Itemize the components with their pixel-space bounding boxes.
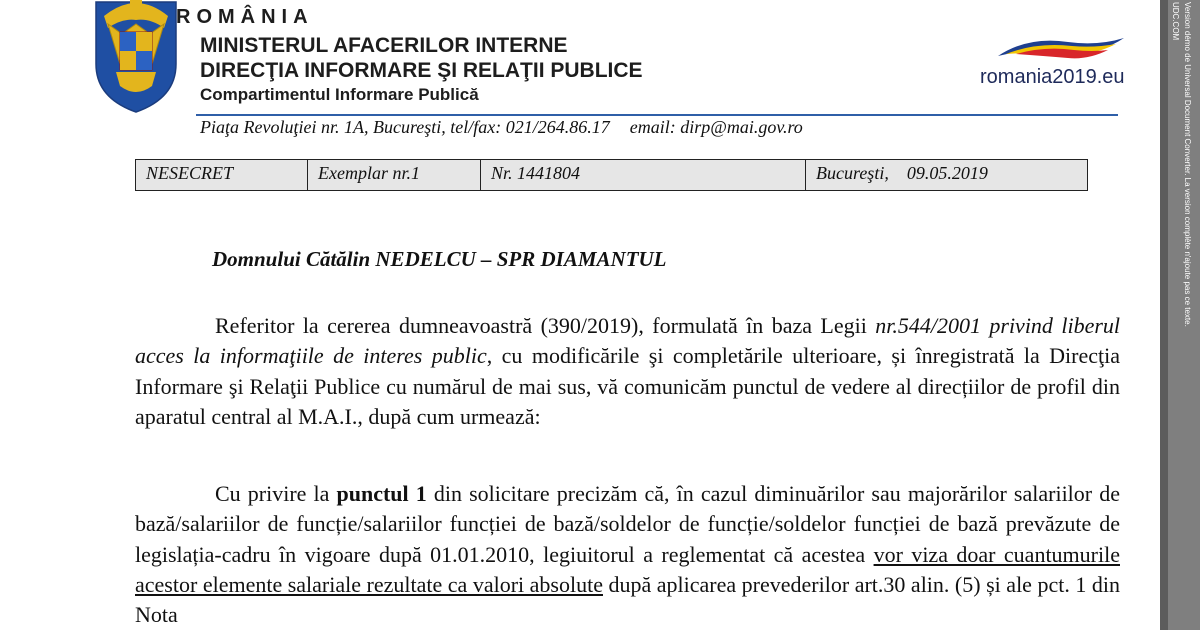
strip-bar [1160, 0, 1168, 630]
copy-number: Exemplar nr.1 [318, 163, 420, 183]
classification-cell [136, 160, 308, 190]
p2-text-c: după aplicarea prevederilor art.30 alin. (5) și ale pct. 1 din Nota [135, 571, 1120, 628]
p1-text-a: Referitor la cererea dumneavoastră (390/2019), formulată în baza Legii [215, 313, 876, 338]
p2-text-b: din solicitare precizăm că, în cazul diminuărilor sau majorărilor salariilor de bază/salariilor de funcție/salariilor funcției de bază/soldelor de funcție/soldelor funcției de bază prevăzute de legislația-cadru în vigoare după 01.01.2010, legiuitorul a reglementat că acestea [135, 481, 1120, 567]
city: Bucureşti, [816, 163, 889, 183]
watermark-text-secondary: UDC.COM [1171, 2, 1180, 41]
country-name: ROMÂNIA [176, 6, 314, 28]
address-text: Piaţa Revoluţiei nr. 1A, Bucureşti, tel/fax: 021/264.86.17 [200, 117, 610, 137]
p2-bold-point: punctul 1 [336, 481, 427, 506]
watermark-strip [1160, 0, 1200, 630]
registration-number: Nr. 1441804 [491, 163, 581, 183]
p2-text-a: Cu privire la [215, 481, 337, 506]
paragraph-1 [135, 311, 1120, 432]
p1-law-reference: nr.544/2001 privind liberul acces la informaţiile de interes public [135, 313, 1121, 369]
watermark-text: Version démo de Universal Document Converter. La version complète n'ajoute pas ce texte. [1183, 2, 1192, 327]
copy-cell [308, 160, 481, 190]
p1-text-b: , cu modificările şi completările ulterioare, și înregistrată la Direcţia Informare şi Relaţii Publice cu numărul de mai sus, vă comunicăm punctul de vedere al direcțiilor de profil din aparatul central al M.A.I., după cum urmează: [135, 343, 1121, 429]
paragraph-2 [135, 479, 1120, 630]
document-metadata-table [135, 159, 1088, 191]
coat-of-arms-icon [90, 0, 182, 114]
p2-underlined-text: vor viza doar cuantumurile acestor elemente salariale rezultate ca valori absolute [135, 541, 1120, 597]
date: 09.05.2019 [906, 163, 988, 183]
registration-cell [481, 160, 806, 190]
address-line [200, 117, 803, 138]
email-text: email: dirp@mai.gov.ro [629, 117, 803, 137]
compartment-name: Compartimentul Informare Publică [200, 85, 479, 104]
ministry-name: MINISTERUL AFACERILOR INTERNE [200, 34, 568, 57]
place-date-cell [806, 160, 1087, 190]
classification-label: NESECRET [146, 163, 234, 183]
directorate-name: DIRECŢIA INFORMARE ŞI RELAŢII PUBLICE [200, 59, 643, 82]
addressee: Domnului Cătălin NEDELCU – SPR DIAMANTUL [212, 247, 667, 271]
header-divider [196, 114, 1118, 116]
logo-caption: romania2019.eu [980, 66, 1125, 88]
